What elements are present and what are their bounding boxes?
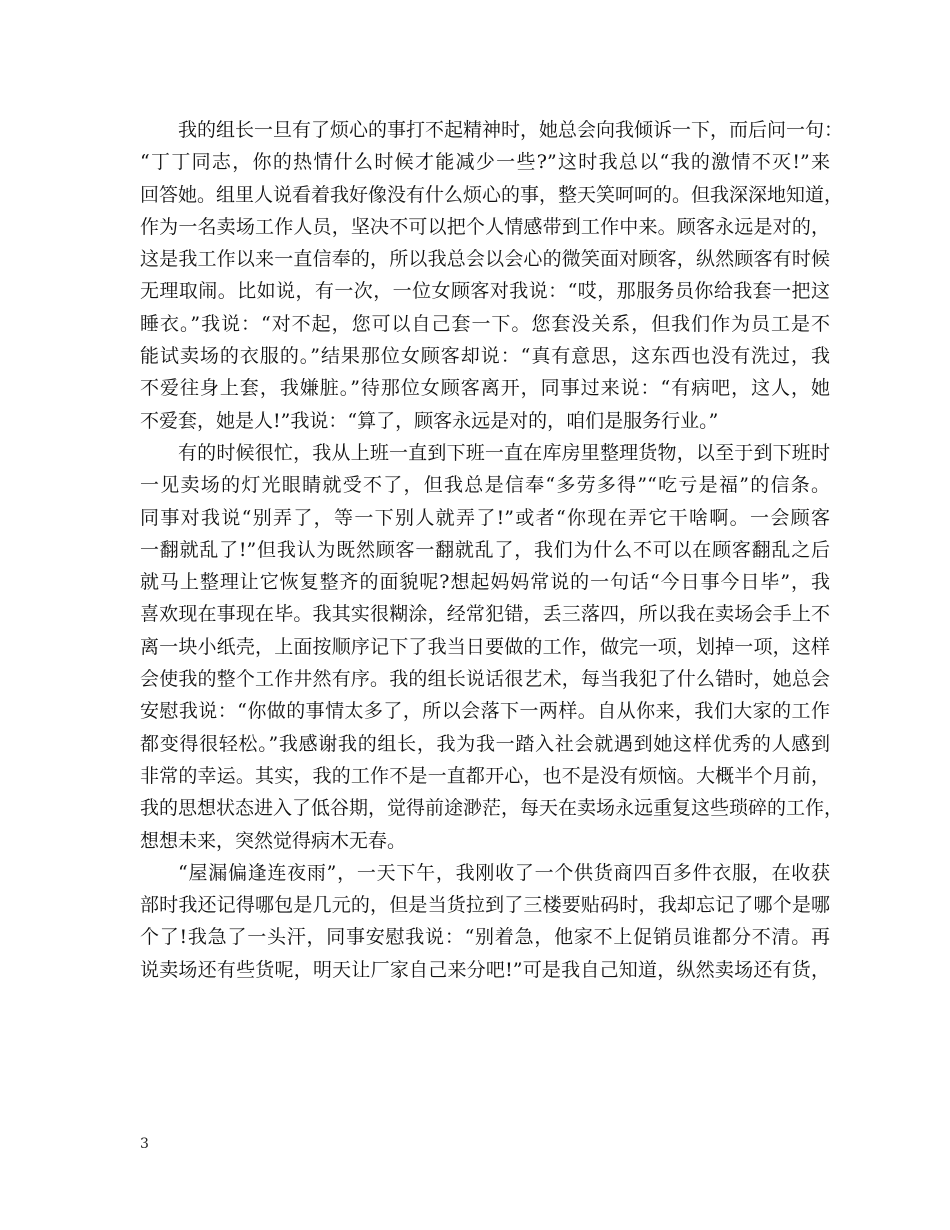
- text-line: 喜欢现在事现在毕。我其实很糊涂，经常犯错，丢三落四，所以我在卖场会手上不: [140, 603, 830, 626]
- text-line: 会使我的整个工作井然有序。我的组长说话很艺术，每当我犯了什么错时，她总会: [140, 668, 830, 691]
- text-line: 我的组长一旦有了烦心的事打不起精神时，她总会向我倾诉一下，而后问一句：: [178, 119, 844, 141]
- text-line: 一翻就乱了!”但我认为既然顾客一翻就乱了，我们为什么不可以在顾客翻乱之后: [140, 538, 830, 561]
- text-line: “屋漏偏逢连夜雨”，一天下午，我刚收了一个供货商四百多件衣服，在收获: [178, 861, 830, 884]
- text-line: 都变得很轻松。”我感谢我的组长，我为我一踏入社会就遇到她这样优秀的人感到: [140, 732, 830, 755]
- text-line: 非常的幸运。其实，我的工作不是一直都开心，也不是没有烦恼。大概半个月前，: [140, 764, 830, 787]
- text-line: 作为一名卖场工作人员，坚决不可以把个人情感带到工作中来。顾客永远是对的，: [140, 215, 830, 238]
- text-line: 有的时候很忙，我从上班一直到下班一直在库房里整理货物，以至于到下班时: [178, 441, 830, 464]
- text-line: 回答她。组里人说看着我好像没有什么烦心的事，整天笑呵呵的。但我深深地知道，: [140, 183, 844, 206]
- text-line: 无理取闹。比如说，有一次，一位女顾客对我说：“哎，那服务员你给我套一把这: [140, 280, 830, 303]
- text-line: 一见卖场的灯光眼睛就受不了，但我总是信奉“多劳多得”“吃亏是福”的信条。: [140, 474, 830, 497]
- text-line: 睡衣。”我说：“对不起，您可以自己套一下。您套没关系，但我们作为员工是不: [140, 312, 830, 335]
- text-line: 安慰我说：“你做的事情太多了，所以会落下一两样。自从你来，我们大家的工作: [140, 700, 830, 723]
- text-line: 离一块小纸壳，上面按顺序记下了我当日要做的工作，做完一项，划掉一项，这样: [140, 635, 830, 658]
- text-line: 我的思想状态进入了低谷期，觉得前途渺茫，每天在卖场永远重复这些琐碎的工作，: [140, 797, 844, 820]
- body-text: [140, 114, 844, 986]
- text-line: 个了!我急了一头汗，同事安慰我说：“别着急，他家不上促销员谁都分不清。再: [140, 926, 830, 949]
- page-number: 3: [140, 1136, 149, 1152]
- text-line: 同事对我说“别弄了，等一下别人就弄了!”或者“你现在弄它干啥啊。一会顾客: [140, 506, 830, 529]
- text-line: 说卖场还有些货呢，明天让厂家自己来分吧!”可是我自己知道，纵然卖场还有货，: [140, 958, 830, 981]
- text-line: 部时我还记得哪包是几元的，但是当货拉到了三楼要贴码时，我却忘记了哪个是哪: [140, 894, 830, 917]
- text-line: 这是我工作以来一直信奉的，所以我总会以会心的微笑面对顾客，纵然顾客有时候: [140, 248, 830, 271]
- text-line: 就马上整理让它恢复整齐的面貌呢?想起妈妈常说的一句话“今日事今日毕”，我: [140, 571, 830, 594]
- text-line: 不爱套，她是人!”我说：“算了，顾客永远是对的，咱们是服务行业。”: [140, 409, 719, 432]
- text-line: “丁丁同志，你的热情什么时候才能减少一些?”这时我总以“我的激情不灭!”来: [140, 151, 830, 174]
- text-line: 能试卖场的衣服的。”结果那位女顾客却说：“真有意思，这东西也没有洗过，我: [140, 345, 830, 368]
- text-line: 想想未来，突然觉得病木无春。: [140, 829, 407, 852]
- text-line: 不爱往身上套，我嫌脏。”待那位女顾客离开，同事过来说：“有病吧，这人，她: [140, 377, 830, 400]
